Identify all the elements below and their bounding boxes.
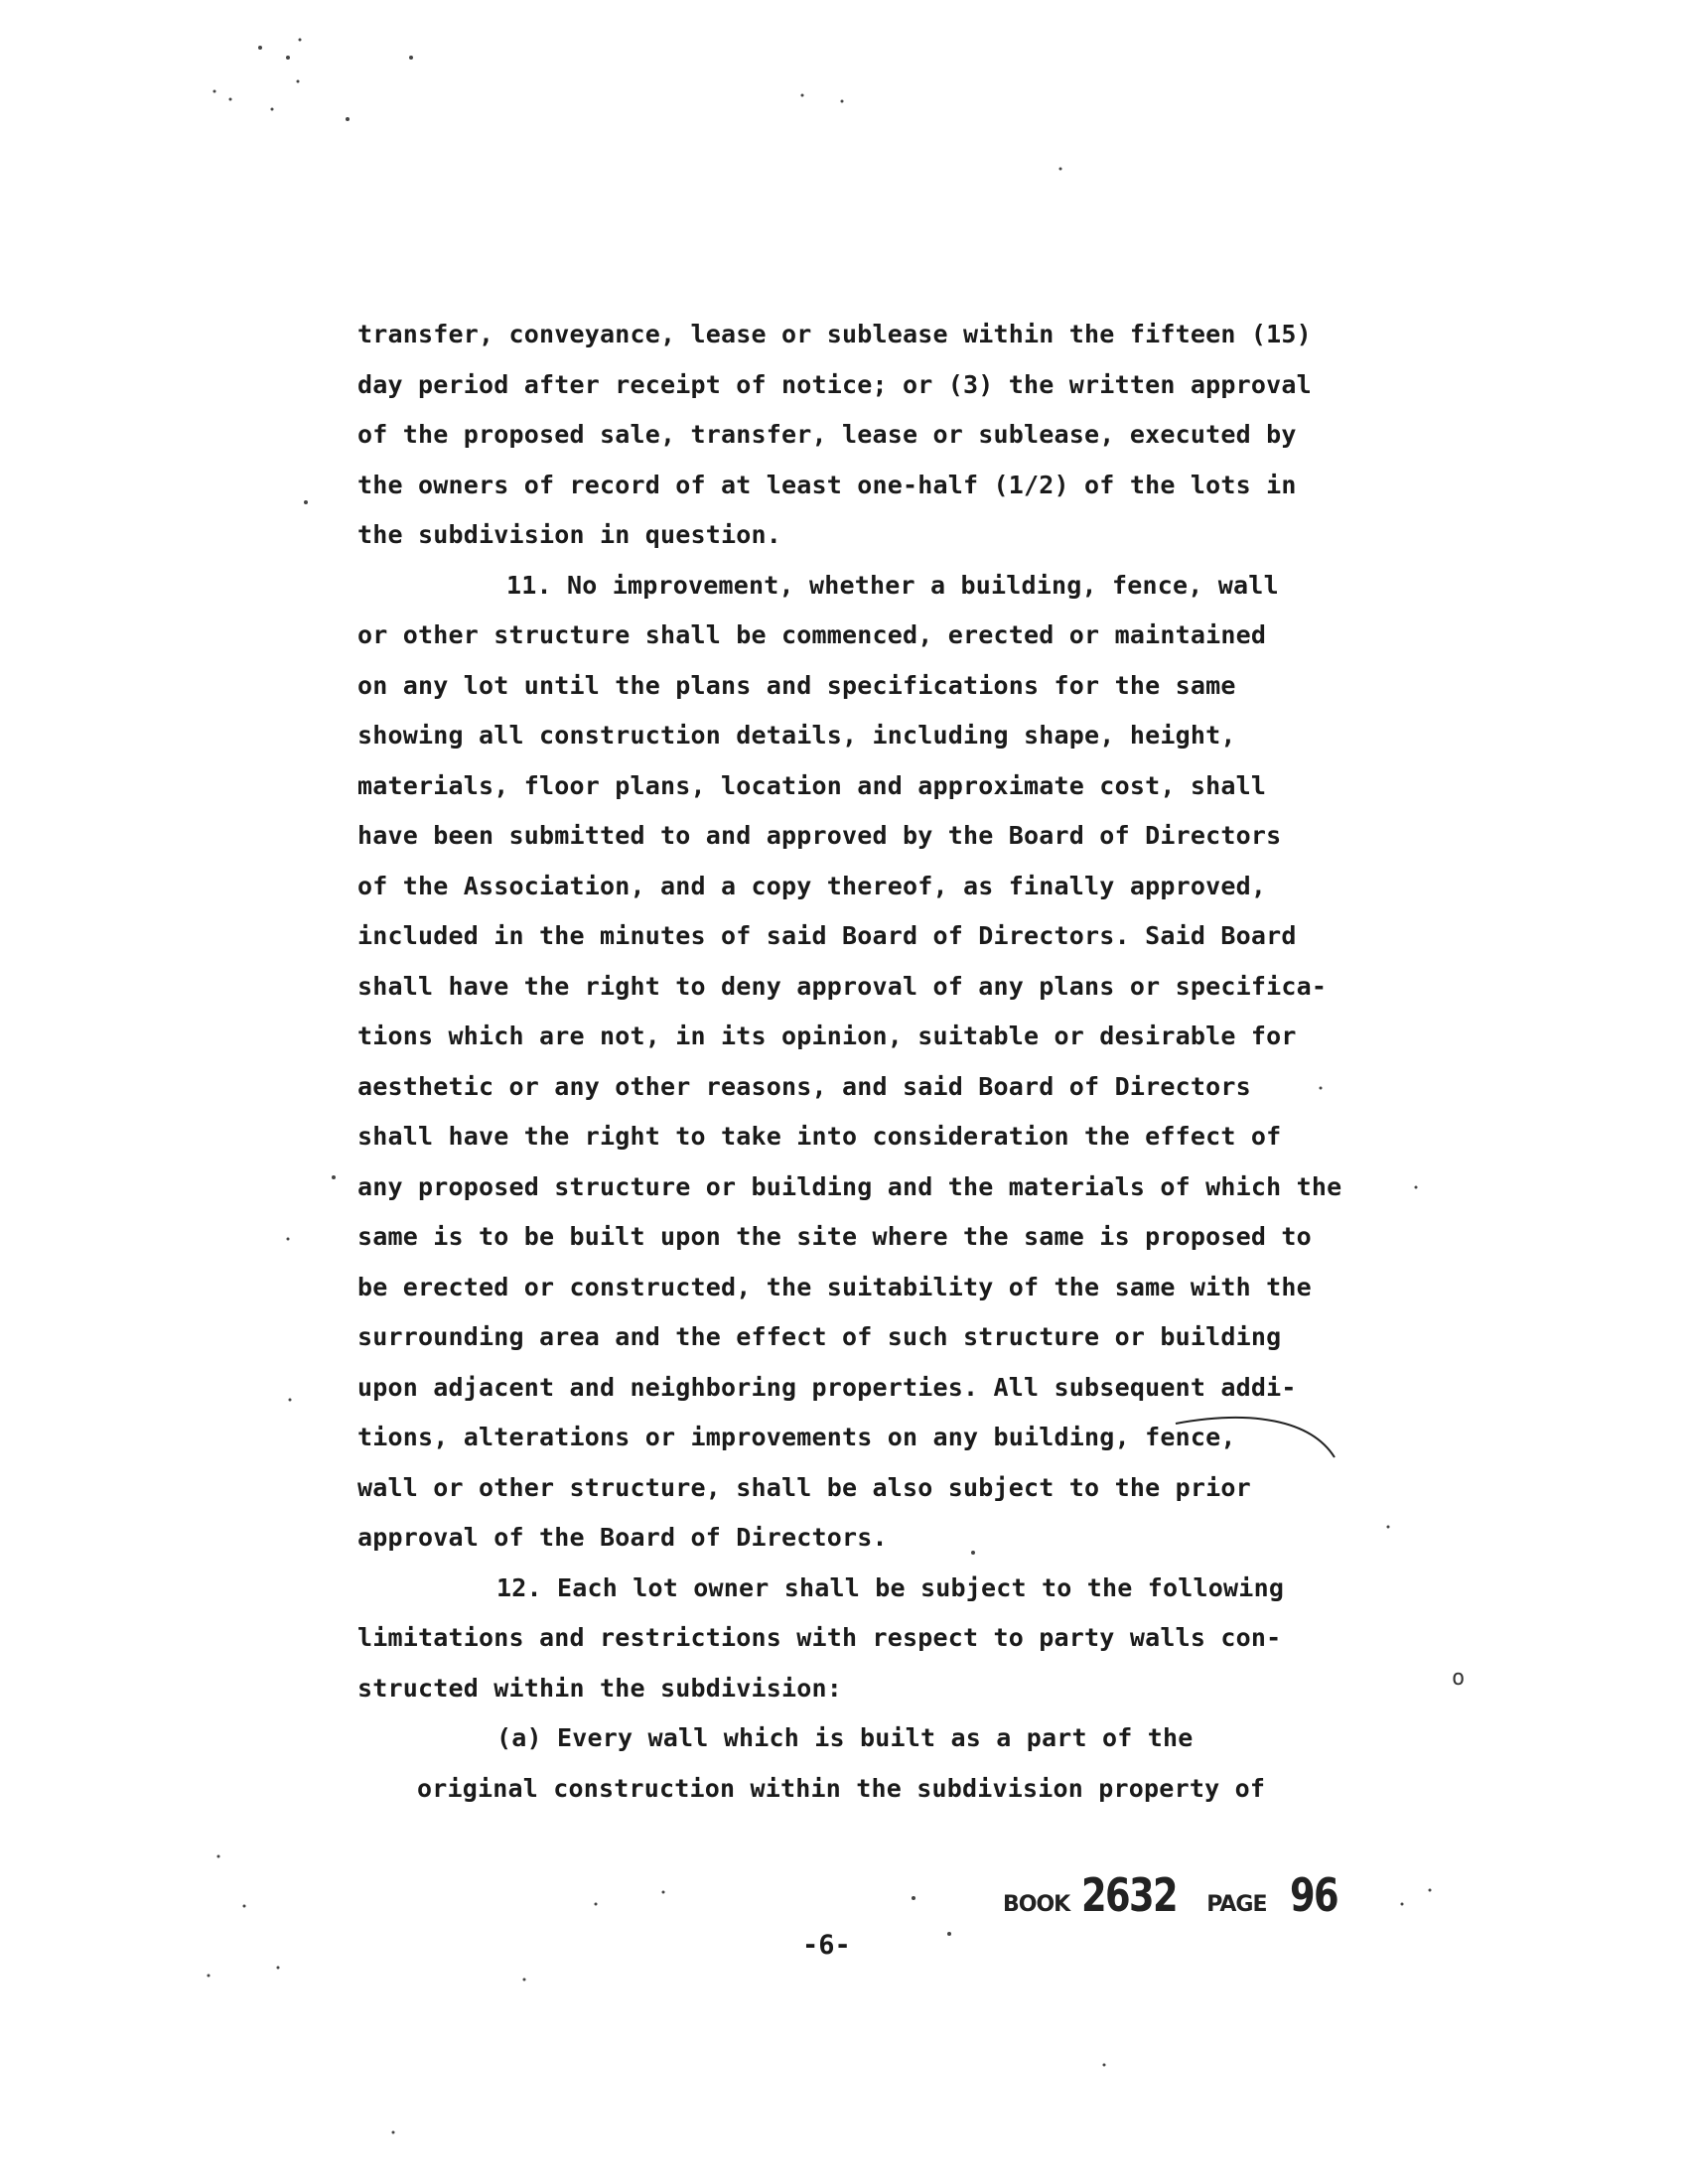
paragraph-11 — [357, 561, 1370, 1564]
text-line: have been submitted to and approved by the Board of Directors — [357, 821, 1282, 850]
text-line: (a) Every wall which is built as a part of the — [496, 1723, 1194, 1752]
text-line: shall have the right to deny approval of any plans or specifica- — [357, 971, 1328, 1001]
book-page-stamp — [1003, 1868, 1344, 1922]
text-line: upon adjacent and neighboring properties. All subsequent addi- — [357, 1372, 1297, 1402]
text-line: 12. Each lot owner shall be subject to the following — [496, 1572, 1285, 1602]
text-line: included in the minutes of said Board of Directors. Said Board — [357, 921, 1297, 950]
book-number: 2632 — [1081, 1868, 1178, 1922]
text-line: same is to be built upon the site where the same is proposed to — [357, 1222, 1312, 1251]
text-line: tions, alterations or improvements on any building, fence, — [357, 1423, 1236, 1451]
text-line: limitations and restrictions with respect to party walls con- — [357, 1623, 1282, 1652]
text-line: showing all construction details, including shape, height, — [357, 721, 1236, 750]
text-line: approval of the Board of Directors. — [357, 1523, 888, 1552]
paragraph-continuation — [357, 310, 1370, 561]
text-line: of the proposed sale, transfer, lease or sublease, executed by — [357, 420, 1297, 449]
text-line: 11. No improvement, whether a building, fence, wall — [506, 570, 1279, 600]
book-label: BOOK — [1003, 1892, 1070, 1917]
text-line: on any lot until the plans and specifications for the same — [357, 670, 1236, 700]
text-line: surrounding area and the effect of such structure or building — [357, 1322, 1282, 1351]
text-line: tions which are not, in its opinion, suitable or desirable for — [357, 1022, 1297, 1050]
paragraph-12 — [357, 1564, 1370, 1714]
text-line: the subdivision in question. — [357, 520, 782, 549]
text-line: or other structure shall be commenced, erected or maintained — [357, 620, 1267, 649]
subparagraph-a — [357, 1713, 1370, 1814]
page-number: -6- — [802, 1930, 851, 1961]
text-line: any proposed structure or building and the materials of which the — [357, 1171, 1342, 1201]
text-line: shall have the right to take into consideration the effect of — [357, 1122, 1282, 1151]
text-line: original construction within the subdivision property of — [417, 1773, 1266, 1803]
page-label: PAGE — [1206, 1892, 1267, 1917]
document-body — [357, 310, 1370, 1814]
text-line: be erected or constructed, the suitability of the same with the — [357, 1272, 1312, 1301]
text-line: aesthetic or any other reasons, and said Board of Directors — [357, 1071, 1251, 1101]
text-line: day period after receipt of notice; or (3) the written approval — [357, 369, 1312, 399]
page-ref: 96 — [1290, 1868, 1338, 1922]
text-line: materials, floor plans, location and approximate cost, shall — [357, 770, 1267, 800]
text-line: structed within the subdivision: — [357, 1673, 843, 1703]
text-line: of the Association, and a copy thereof, as finally approved, — [357, 871, 1267, 900]
text-line: transfer, conveyance, lease or sublease within the fifteen (15) — [357, 320, 1312, 348]
text-line: wall or other structure, shall be also subject to the prior — [357, 1472, 1251, 1502]
stray-mark: o — [1452, 1666, 1466, 1691]
text-line: the owners of record of at least one-half (1/2) of the lots in — [357, 470, 1297, 499]
